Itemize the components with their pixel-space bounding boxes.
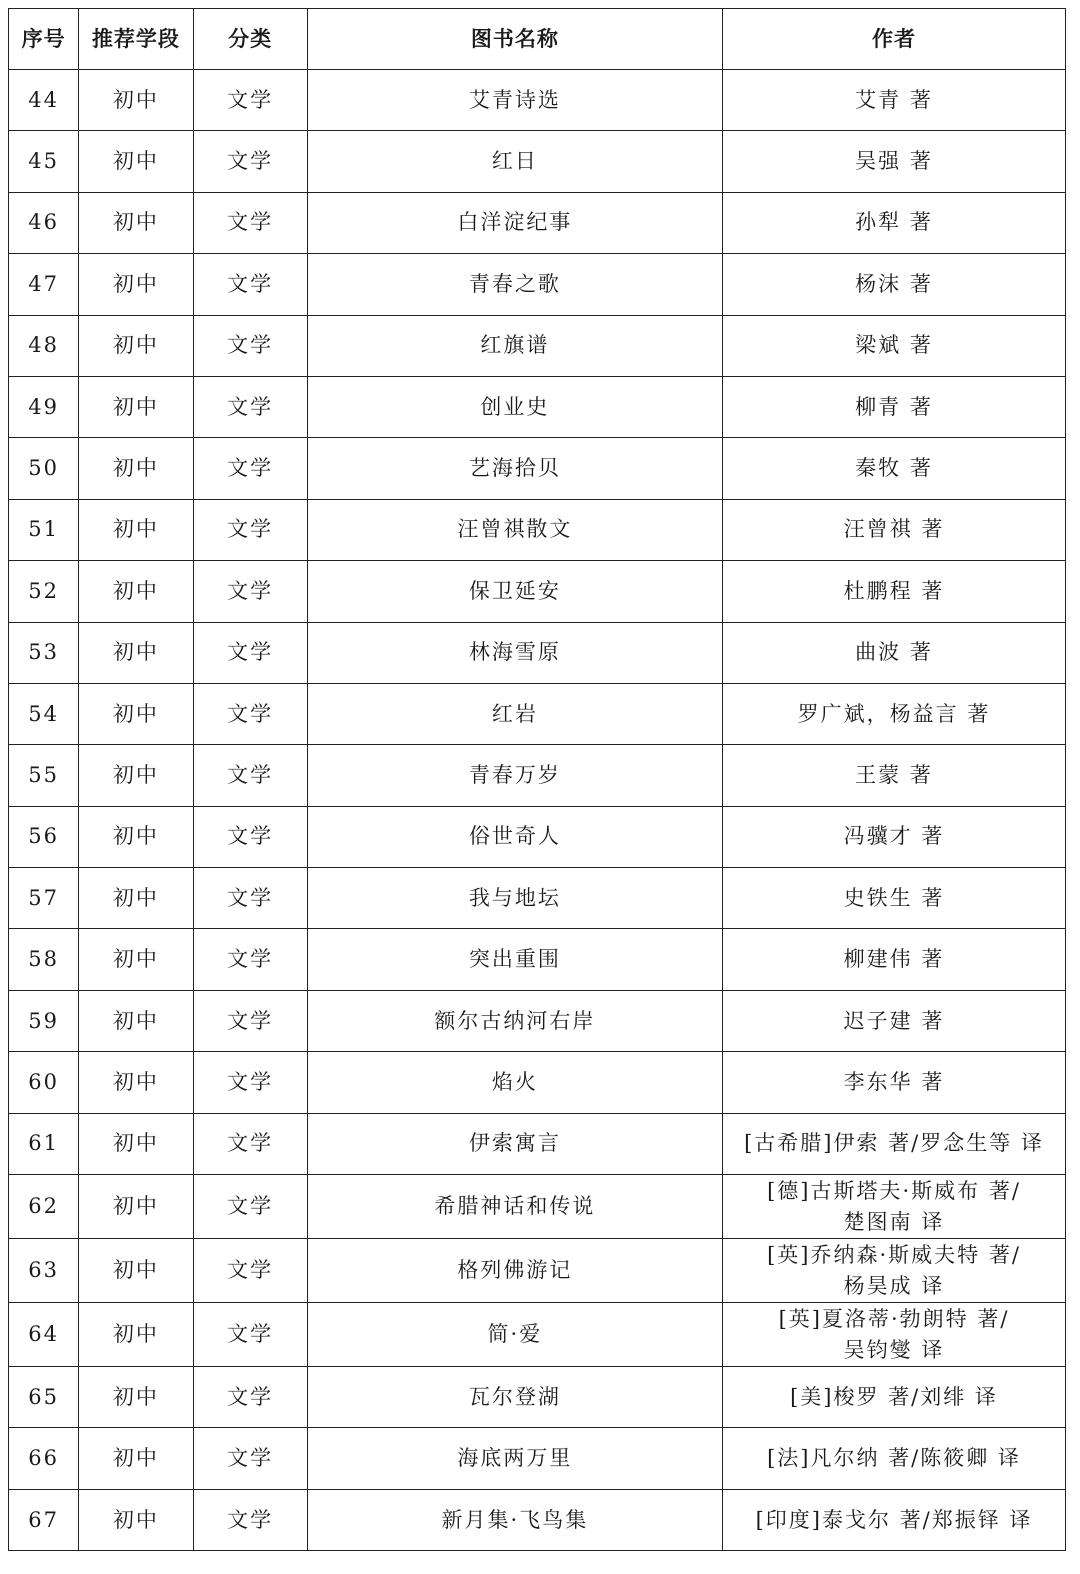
serial-number-cell: 61 <box>9 1113 79 1174</box>
stage-cell: 初中 <box>79 622 193 683</box>
book-title-cell: 青春万岁 <box>307 745 722 806</box>
table-row <box>9 868 1066 929</box>
serial-number-cell: 55 <box>9 745 79 806</box>
author-line: 梁斌 著 <box>855 333 933 358</box>
author-line: 吴钧燮 译 <box>843 1337 945 1362</box>
author-line: 迟子建 著 <box>843 1008 945 1033</box>
stage-cell: 初中 <box>79 929 193 990</box>
stage-cell: 初中 <box>79 499 193 560</box>
category-cell: 文学 <box>193 376 307 437</box>
serial-number-cell: 50 <box>9 438 79 499</box>
author-line: [古希腊]伊索 著/罗念生等 译 <box>744 1131 1044 1156</box>
serial-number-cell: 65 <box>9 1367 79 1428</box>
serial-number-cell: 59 <box>9 990 79 1051</box>
author-line: 李东华 著 <box>843 1069 945 1094</box>
category-cell: 文学 <box>193 683 307 744</box>
table-row <box>9 192 1066 253</box>
category-cell: 文学 <box>193 499 307 560</box>
author-line: 冯骥才 著 <box>843 824 945 849</box>
category-cell: 文学 <box>193 1052 307 1113</box>
stage-cell: 初中 <box>79 438 193 499</box>
author-cell <box>722 806 1065 867</box>
author-cell <box>722 622 1065 683</box>
author-cell <box>722 315 1065 376</box>
book-title-cell: 红日 <box>307 131 722 192</box>
header-recommended-stage: 推荐学段 <box>79 9 193 70</box>
author-line: 曲波 著 <box>855 640 933 665</box>
book-title-cell: 保卫延安 <box>307 561 722 622</box>
stage-cell: 初中 <box>79 1303 193 1367</box>
category-cell: 文学 <box>193 1113 307 1174</box>
category-cell: 文学 <box>193 131 307 192</box>
author-line: 史铁生 著 <box>843 885 945 910</box>
serial-number-cell: 51 <box>9 499 79 560</box>
author-cell <box>722 499 1065 560</box>
category-cell: 文学 <box>193 806 307 867</box>
category-cell: 文学 <box>193 438 307 499</box>
serial-number-cell: 46 <box>9 192 79 253</box>
table-body <box>9 70 1066 1551</box>
table-row <box>9 499 1066 560</box>
category-cell: 文学 <box>193 315 307 376</box>
author-line: 王蒙 著 <box>855 762 933 787</box>
serial-number-cell: 57 <box>9 868 79 929</box>
author-line: 孙犁 著 <box>855 210 933 235</box>
serial-number-cell: 63 <box>9 1239 79 1303</box>
serial-number-cell: 48 <box>9 315 79 376</box>
stage-cell: 初中 <box>79 868 193 929</box>
table-row <box>9 806 1066 867</box>
author-cell <box>722 1239 1065 1303</box>
author-cell <box>722 192 1065 253</box>
author-line: 杨昊成 译 <box>843 1273 945 1298</box>
category-cell: 文学 <box>193 868 307 929</box>
header-category: 分类 <box>193 9 307 70</box>
category-cell: 文学 <box>193 622 307 683</box>
table-row <box>9 1113 1066 1174</box>
book-title-cell: 创业史 <box>307 376 722 437</box>
category-cell: 文学 <box>193 929 307 990</box>
author-cell <box>722 990 1065 1051</box>
stage-cell: 初中 <box>79 1113 193 1174</box>
stage-cell: 初中 <box>79 70 193 131</box>
category-cell: 文学 <box>193 1489 307 1550</box>
author-cell <box>722 683 1065 744</box>
author-cell <box>722 1303 1065 1367</box>
category-cell: 文学 <box>193 254 307 315</box>
book-title-cell: 艾青诗选 <box>307 70 722 131</box>
category-cell: 文学 <box>193 990 307 1051</box>
stage-cell: 初中 <box>79 745 193 806</box>
serial-number-cell: 56 <box>9 806 79 867</box>
stage-cell: 初中 <box>79 683 193 744</box>
category-cell: 文学 <box>193 745 307 806</box>
stage-cell: 初中 <box>79 1239 193 1303</box>
author-cell <box>722 1175 1065 1239</box>
author-line: 罗广斌，杨益言 著 <box>797 701 991 726</box>
serial-number-cell: 47 <box>9 254 79 315</box>
book-title-cell: 红岩 <box>307 683 722 744</box>
table-row <box>9 315 1066 376</box>
table-row <box>9 561 1066 622</box>
category-cell: 文学 <box>193 1303 307 1367</box>
book-title-cell: 我与地坛 <box>307 868 722 929</box>
author-cell <box>722 376 1065 437</box>
table-row <box>9 376 1066 437</box>
author-line: 吴强 著 <box>855 149 933 174</box>
table-row <box>9 254 1066 315</box>
book-title-cell: 汪曾祺散文 <box>307 499 722 560</box>
header-author: 作者 <box>722 9 1065 70</box>
author-cell <box>722 254 1065 315</box>
author-cell <box>722 131 1065 192</box>
stage-cell: 初中 <box>79 990 193 1051</box>
stage-cell: 初中 <box>79 806 193 867</box>
header-serial-number: 序号 <box>9 9 79 70</box>
table-row <box>9 438 1066 499</box>
book-title-cell: 林海雪原 <box>307 622 722 683</box>
author-line: [英]夏洛蒂·勃朗特 著/ <box>778 1306 1010 1331</box>
serial-number-cell: 60 <box>9 1052 79 1113</box>
header-row <box>9 9 1066 70</box>
serial-number-cell: 66 <box>9 1428 79 1489</box>
book-title-cell: 俗世奇人 <box>307 806 722 867</box>
header-book-title: 图书名称 <box>307 9 722 70</box>
stage-cell: 初中 <box>79 1175 193 1239</box>
table-row <box>9 1239 1066 1303</box>
book-title-cell: 新月集·飞鸟集 <box>307 1489 722 1550</box>
serial-number-cell: 52 <box>9 561 79 622</box>
table-row <box>9 745 1066 806</box>
author-line: 艾青 著 <box>855 87 933 112</box>
serial-number-cell: 67 <box>9 1489 79 1550</box>
stage-cell: 初中 <box>79 192 193 253</box>
author-cell <box>722 1113 1065 1174</box>
book-title-cell: 伊索寓言 <box>307 1113 722 1174</box>
book-title-cell: 艺海拾贝 <box>307 438 722 499</box>
author-line: 柳青 著 <box>855 394 933 419</box>
stage-cell: 初中 <box>79 561 193 622</box>
stage-cell: 初中 <box>79 1367 193 1428</box>
author-cell <box>722 1367 1065 1428</box>
book-title-cell: 海底两万里 <box>307 1428 722 1489</box>
category-cell: 文学 <box>193 70 307 131</box>
book-title-cell: 红旗谱 <box>307 315 722 376</box>
serial-number-cell: 49 <box>9 376 79 437</box>
category-cell: 文学 <box>193 1239 307 1303</box>
category-cell: 文学 <box>193 561 307 622</box>
book-title-cell: 瓦尔登湖 <box>307 1367 722 1428</box>
book-title-cell: 焰火 <box>307 1052 722 1113</box>
book-title-cell: 格列佛游记 <box>307 1239 722 1303</box>
book-title-cell: 简·爱 <box>307 1303 722 1367</box>
stage-cell: 初中 <box>79 1489 193 1550</box>
table-row <box>9 683 1066 744</box>
table-row <box>9 1428 1066 1489</box>
book-list-table <box>8 8 1066 1551</box>
table-row <box>9 929 1066 990</box>
table-row <box>9 1489 1066 1550</box>
table-row <box>9 622 1066 683</box>
serial-number-cell: 45 <box>9 131 79 192</box>
category-cell: 文学 <box>193 192 307 253</box>
serial-number-cell: 54 <box>9 683 79 744</box>
stage-cell: 初中 <box>79 1428 193 1489</box>
author-line: 楚图南 译 <box>843 1209 945 1234</box>
author-cell <box>722 1489 1065 1550</box>
author-cell <box>722 438 1065 499</box>
book-title-cell: 额尔古纳河右岸 <box>307 990 722 1051</box>
table-row <box>9 1367 1066 1428</box>
author-cell <box>722 1052 1065 1113</box>
author-line: 杨沫 著 <box>855 271 933 296</box>
table-row <box>9 1052 1066 1113</box>
author-line: [美]梭罗 著/刘绯 译 <box>790 1384 998 1409</box>
author-line: [印度]泰戈尔 著/郑振铎 译 <box>755 1507 1033 1532</box>
table-row <box>9 1303 1066 1367</box>
author-cell <box>722 1428 1065 1489</box>
book-title-cell: 突出重围 <box>307 929 722 990</box>
serial-number-cell: 62 <box>9 1175 79 1239</box>
stage-cell: 初中 <box>79 131 193 192</box>
table-row <box>9 1175 1066 1239</box>
book-title-cell: 青春之歌 <box>307 254 722 315</box>
category-cell: 文学 <box>193 1175 307 1239</box>
stage-cell: 初中 <box>79 1052 193 1113</box>
author-cell <box>722 70 1065 131</box>
book-title-cell: 白洋淀纪事 <box>307 192 722 253</box>
author-line: 秦牧 著 <box>855 456 933 481</box>
table-row <box>9 131 1066 192</box>
author-cell <box>722 929 1065 990</box>
author-cell <box>722 561 1065 622</box>
author-line: 杜鹏程 著 <box>843 578 945 603</box>
stage-cell: 初中 <box>79 315 193 376</box>
author-line: 柳建伟 著 <box>843 947 945 972</box>
serial-number-cell: 58 <box>9 929 79 990</box>
serial-number-cell: 53 <box>9 622 79 683</box>
serial-number-cell: 44 <box>9 70 79 131</box>
book-title-cell: 希腊神话和传说 <box>307 1175 722 1239</box>
category-cell: 文学 <box>193 1367 307 1428</box>
author-cell <box>722 745 1065 806</box>
category-cell: 文学 <box>193 1428 307 1489</box>
table-row <box>9 990 1066 1051</box>
author-cell <box>722 868 1065 929</box>
stage-cell: 初中 <box>79 254 193 315</box>
table-row <box>9 70 1066 131</box>
author-line: [法]凡尔纳 著/陈筱卿 译 <box>767 1446 1021 1471</box>
author-line: [德]古斯塔夫·斯威布 著/ <box>767 1178 1021 1203</box>
author-line: [英]乔纳森·斯威夫特 著/ <box>767 1242 1021 1267</box>
author-line: 汪曾祺 著 <box>843 517 945 542</box>
stage-cell: 初中 <box>79 376 193 437</box>
serial-number-cell: 64 <box>9 1303 79 1367</box>
